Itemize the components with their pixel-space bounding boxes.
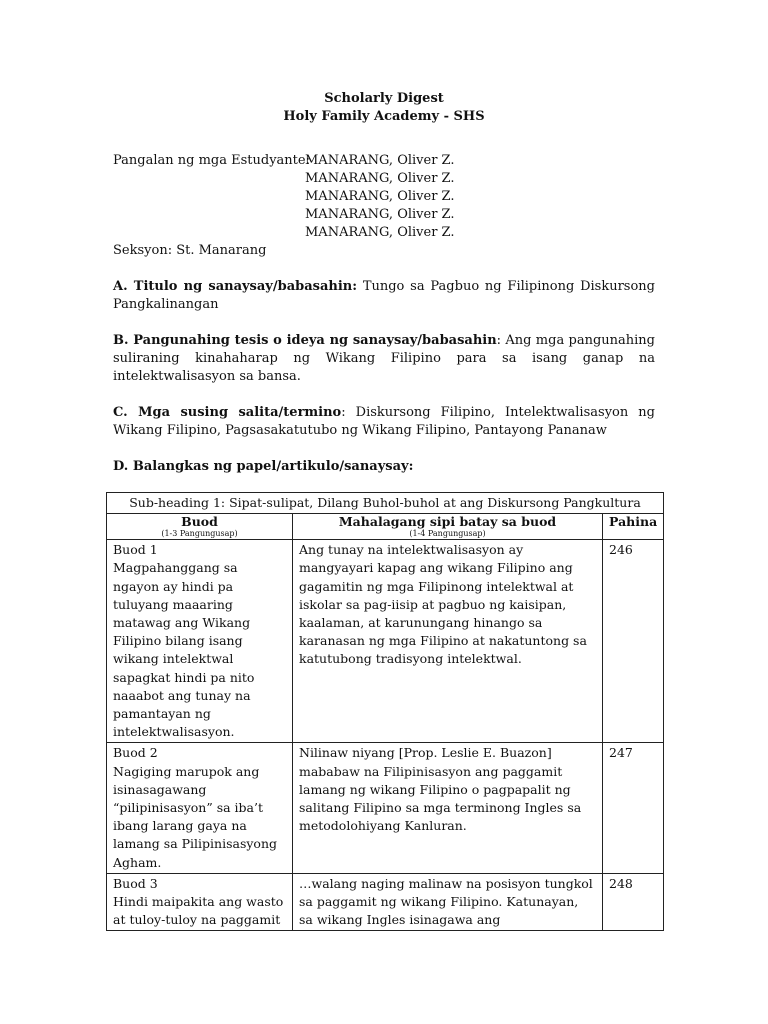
buod-cell <box>107 540 293 743</box>
buod-cell <box>107 743 293 873</box>
col-header-sipi-title: Mahalagang sipi batay sa buod <box>338 514 557 530</box>
col-header-buod-note: (1-3 Pangungusap) <box>161 529 238 539</box>
table-row <box>107 540 664 743</box>
part-b-label: B. Pangunahing tesis o ideya ng sanaysay/babasahin <box>113 333 497 348</box>
student-names <box>305 152 655 242</box>
outline-table <box>106 492 664 931</box>
pahina-cell: 247 <box>603 743 664 873</box>
section-line <box>113 242 655 260</box>
col-header-pahina: Pahina <box>603 514 664 540</box>
student-name: MANARANG, Oliver Z. <box>305 225 455 240</box>
part-a <box>113 278 655 314</box>
buod-text: Hindi maipakita ang wasto at tuloy-tuloy na paggamit <box>113 894 284 928</box>
part-a-text: Tungo sa Pagbuo ng Filipinong Diskursong Pangkalinangan <box>113 279 655 312</box>
students-label: Pangalan ng mga Estudyante: <box>113 153 310 168</box>
part-c-text: : Diskursong Filipino, Intelektwalisasyon ng Wikang Filipino, Pagsasakatutubo ng Wikang Filipino, Pantayong Pananaw <box>113 405 655 438</box>
buod-text: Magpahanggang sa ngayon ay hindi pa tuluyang maaaring matawag ang Wikang Filipino bilang isang wikang intelektwal sapagkat hindi pa nito naaabot ang tunay na pamantayan ng intelektwalisasyon. <box>113 560 255 740</box>
student-name: MANARANG, Oliver Z. <box>305 153 455 168</box>
student-name: MANARANG, Oliver Z. <box>305 189 455 204</box>
pahina-cell: 246 <box>603 540 664 743</box>
school-name: Holy Family Academy - SHS <box>283 109 485 124</box>
document-title: Scholarly Digest <box>324 91 444 106</box>
part-b <box>113 332 655 386</box>
col-header-buod-title: Buod <box>181 514 218 530</box>
part-c <box>113 404 655 440</box>
buod-text: Nagiging marupok ang isinasagawang “pilipinisasyon” sa iba’t ibang larang gaya na lamang sa Pilipinisasyong Agham. <box>113 763 277 870</box>
table-row <box>107 873 664 931</box>
buod-label: Buod 2 <box>113 745 158 761</box>
sipi-cell: …walang naging malinaw na posisyon tungkol sa paggamit ng wikang Filipino. Katunayan, sa wikang Ingles isinagawa ang <box>293 873 603 931</box>
students-block <box>113 152 655 242</box>
sipi-cell: Ang tunay na intelektwalisasyon ay mangyayari kapag ang wikang Filipino ang gagamitin ng mga Filipinong intelektwal at iskolar sa pag-iisip at pagbuo ng kaisipan, kaalaman, at karunungang hinango sa karanasan ng mga Filipino at nakatuntong sa katutubong tradisyong intelektwal. <box>293 540 603 743</box>
part-a-label: A. Titulo ng sanaysay/babasahin: <box>113 279 358 294</box>
student-name: MANARANG, Oliver Z. <box>305 207 455 222</box>
document-page <box>113 90 655 476</box>
sipi-cell: Nilinaw niyang [Prop. Leslie E. Buazon] mababaw na Filipinisasyon ang paggamit lamang ng wikang Filipino o pagpapalit ng salitang Filipino sa mga terminong Ingles sa metodolohiyang Kanluran. <box>293 743 603 873</box>
table-row <box>107 743 664 873</box>
part-d-label: D. Balangkas ng papel/artikulo/sanaysay: <box>113 459 414 474</box>
buod-cell <box>107 873 293 931</box>
col-header-buod <box>107 514 293 540</box>
section-value: St. Manarang <box>176 243 267 258</box>
part-b-text: : Ang mga pangunahing suliraning kinahaharap ng Wikang Filipino para sa isang ganap na intelektwalisasyon sa bansa. <box>113 333 656 384</box>
column-header-row <box>107 514 664 540</box>
part-d <box>113 458 655 476</box>
pahina-cell: 248 <box>603 873 664 931</box>
subheading-cell: Sub-heading 1: Sipat-sulipat, Dilang Buhol-buhol at ang Diskursong Pangkultura <box>107 493 664 514</box>
subheading-row <box>107 493 664 514</box>
buod-label: Buod 3 <box>113 875 158 891</box>
col-header-sipi-note: (1-4 Pangungusap) <box>409 529 486 539</box>
part-c-label: C. Mga susing salita/termino <box>113 405 342 420</box>
col-header-sipi <box>293 514 603 540</box>
student-name: MANARANG, Oliver Z. <box>305 171 455 186</box>
buod-label: Buod 1 <box>113 542 158 558</box>
section-label: Seksyon: <box>113 243 173 258</box>
